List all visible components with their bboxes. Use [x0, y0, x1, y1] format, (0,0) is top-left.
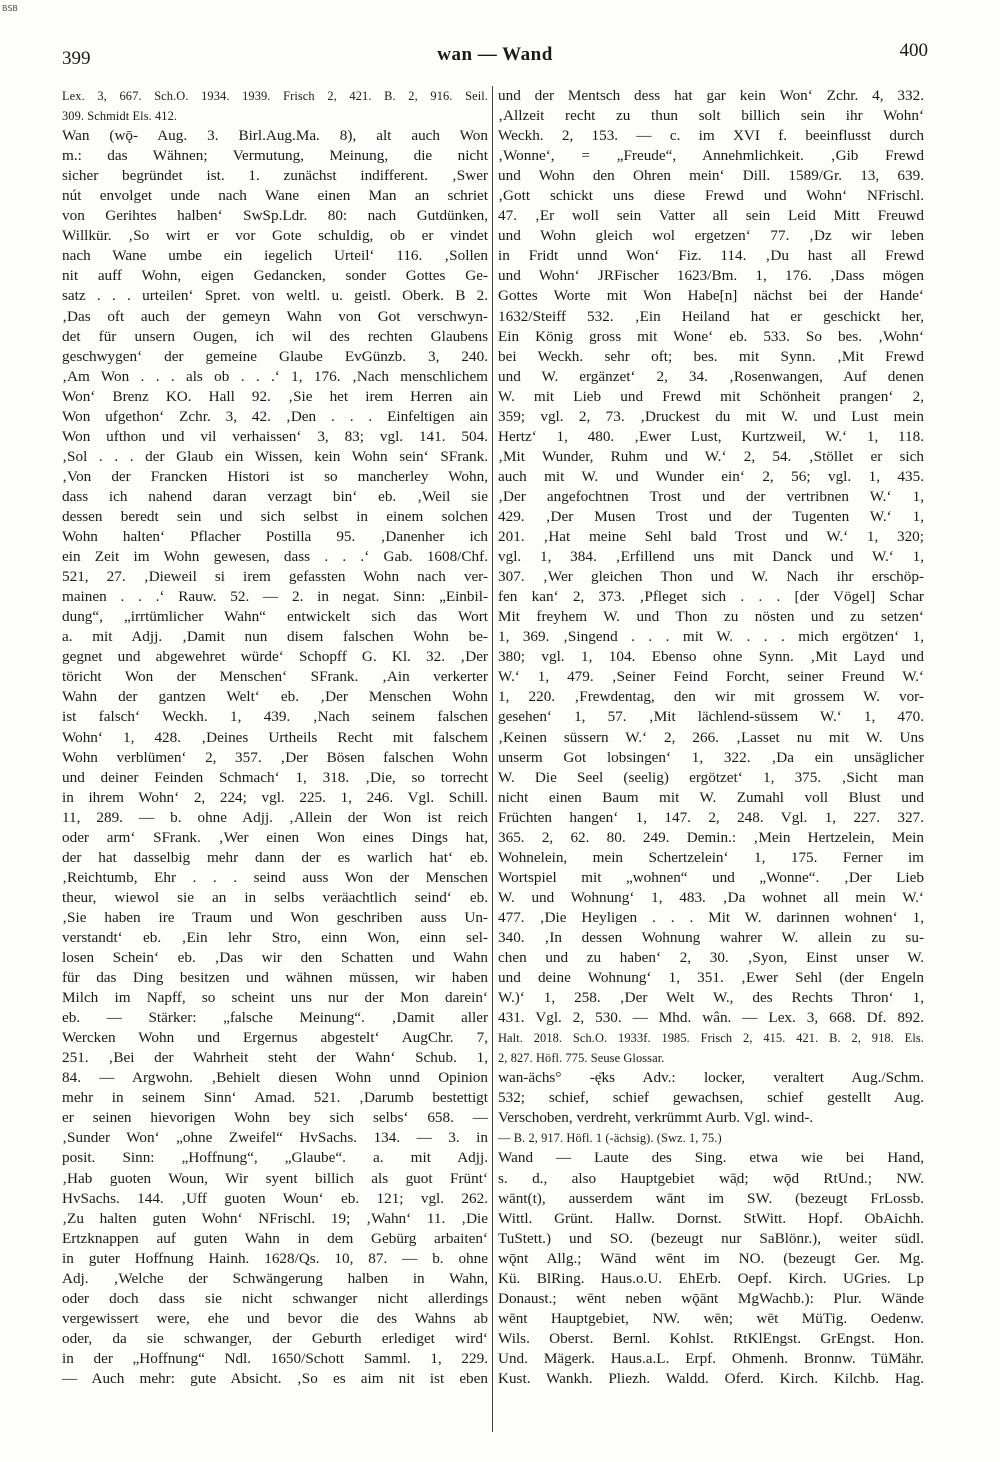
text-line: Und. Mägerk. Haus.a.L. Erpf. Ohmenh. Bronnw. TüMähr.: [498, 1349, 924, 1367]
text-line: 477. ‚Die Heyligen . . . Mit W. darinnen wohnen‘ 1,: [498, 908, 924, 926]
page-number-right: 400: [899, 40, 928, 61]
text-line: und Wohn gleich wol ergetzen‘ 77. ‚Dz wir leben: [498, 227, 924, 245]
text-line: 1632/Steiff 532. ‚Ein Heiland hat er geschickt her,: [498, 307, 924, 325]
text-line: bei Weckh. sehr oft; bes. mit Synn. ‚Mit Frewd: [498, 347, 924, 365]
text-line: W. und Wohnung‘ 1, 483. ‚Da wohnet all mein W.‘: [498, 888, 924, 906]
text-line: ‚Sol . . . der Glaub ein Wissen, kein Wohn sein‘ SFrank.: [62, 447, 488, 465]
text-line: in ihrem Wohn‘ 2, 224; vgl. 225. 1, 246. Vgl. Schill.: [62, 788, 488, 806]
text-line: und der Mentsch dess hat gar kein Won‘ Zchr. 4, 332.: [498, 87, 924, 104]
text-line: W. Die Seel (seelig) ergötzet‘ 1, 375. ‚Sicht man: [498, 768, 924, 786]
text-line: ‚Reichtumb, Ehr . . . seind auss Won der Menschen: [62, 868, 488, 886]
text-line: Adj. ‚Welche der Schwängerung halben in Wahn,: [62, 1269, 488, 1287]
text-line: vergewissert were, ehe und bevor die des Wahns ab: [62, 1309, 488, 1327]
text-line: theur, wiewol sie an in selbs veräachtlich seind‘ eb.: [62, 888, 488, 906]
text-line: unserm Got lobsingen‘ 1, 322. ‚Da ein unsäglicher: [498, 748, 924, 766]
text-line: ‚Gott schickt uns diese Frewd und Wohn‘ NFrischl.: [498, 187, 924, 205]
text-line: ‚Sunder Won‘ „ohne Zweifel“ HvSachs. 134. — 3. in: [62, 1129, 488, 1147]
text-line: ist falsch‘ Weckh. 1, 439. ‚Nach seinem falschen: [62, 708, 488, 726]
text-line: ‚Von der Francken Histori ist so mancherley Wohn,: [62, 467, 488, 485]
page-number-left: 399: [62, 48, 91, 69]
text-line: ein Zeit im Wohn gewesen, dass . . .‘ Gab. 1608/Chf.: [62, 548, 488, 566]
text-line: TuStett.) und SO. (bezeugt nur SaBlönr.), weiter südl.: [498, 1229, 924, 1247]
text-line: und deiner Feinden Schmach‘ 1, 318. ‚Die, so torrecht: [62, 768, 488, 786]
text-line: 84. — Argwohn. ‚Behielt diesen Wohn unnd Opinion: [62, 1069, 488, 1087]
left-column: [62, 86, 488, 1389]
text-line: und deine Wohnung‘ 1, 351. ‚Ewer Sehl (der Engeln: [498, 969, 924, 987]
text-line: Weckh. 2, 153. — c. im XVI f. beeinflusst durch: [498, 127, 924, 145]
text-line: 201. ‚Hat meine Sehl bald Trost und W.‘ 1, 320;: [498, 528, 924, 546]
text-line: chen und zu haben‘ 2, 30. ‚Syon, Einst unser W.: [498, 949, 924, 967]
text-line: ‚Hab guoten Woun, Wir syent billich als guot Frünt‘: [62, 1169, 488, 1187]
text-line: Wand — Laute des Sing. etwa wie bei Hand,: [498, 1149, 924, 1167]
text-line: dessen beredt sein und sich selbst in einem solchen: [62, 507, 488, 525]
text-line: wēnt Hauptgebiet, NW. wēn; wēt MüTig. Oedenw.: [498, 1309, 924, 1327]
text-line: 429. ‚Der Musen Trost und der Tugenten W.‘ 1,: [498, 507, 924, 525]
text-line: gesehen‘ 1, 57. ‚Mit lächlend-süssem W.‘ 1, 470.: [498, 708, 924, 726]
text-line: satz . . . urteilen‘ Spret. von weltl. u. geistl. Oberk. B 2.: [62, 287, 488, 305]
text-line: 365. 2, 62. 80. 249. Demin.: ‚Mein Hertzelein, Mein: [498, 828, 924, 846]
text-line: det für unsern Ougen, ich wil des rechten Glaubens: [62, 327, 488, 345]
text-line: oder, da sie schwanger, der Geburth erlediget wird‘: [62, 1329, 488, 1347]
text-line: nút envolget unde nach Wane einen Man an schriet: [62, 187, 488, 205]
text-line: Hertz‘ 1, 480. ‚Ewer Lust, Kurtzweil, W.‘ 1, 118.: [498, 427, 924, 445]
text-line: wan-ächs° -ę̄ks Adv.: locker, veraltert Aug./Schm.: [498, 1069, 924, 1087]
text-line: Ein König gross mit Wone‘ eb. 533. So bes. ‚Wohn‘: [498, 327, 924, 345]
text-line: Milch im Napff, so scheint uns nur der Mon darein‘: [62, 989, 488, 1007]
text-line: Wohn‘ 1, 428. ‚Deines Urtheils Recht mit falschem: [62, 728, 488, 746]
text-line: Früchten hangen‘ 1, 147. 2, 248. Vgl. 1, 227. 327.: [498, 808, 924, 826]
column-divider: [492, 86, 493, 1432]
text-line: Halt. 2018. Sch.O. 1933f. 1985. Frisch 2, 415. 421. B. 2, 918. Els.: [498, 1031, 924, 1046]
text-line: Wan (wǭ- Aug. 3. Birl.Aug.Ma. 8), alt auch Won: [62, 127, 488, 145]
text-line: in Fridt unnd Won‘ Fiz. 114. ‚Du hast all Frewd: [498, 247, 924, 265]
text-line: 11, 289. — b. ohne Adjj. ‚Allein der Won ist reich: [62, 808, 488, 826]
text-line: von Gerihtes halben‘ SwSp.Ldr. 80: nach Gutdünken,: [62, 207, 488, 225]
text-line: Kü. BlRing. Haus.o.U. EhErb. Oepf. Kirch. UGries. Lp: [498, 1269, 924, 1287]
text-line: Wohn halten‘ Pflacher Postilla 95. ‚Danenher ich: [62, 528, 488, 546]
text-line: für das Ding besitzen und wähnen müssen, wir haben: [62, 969, 488, 987]
text-line: Won ufthon und vil verhaissen‘ 3, 83; vgl. 141. 504.: [62, 427, 488, 445]
text-line: Verschoben, verdreht, verkrümmt Aurb. Vgl. wind-.: [498, 1109, 814, 1127]
text-line: 307. ‚Wer gleichen Thon und W. Nach ihr erschöp-: [498, 568, 924, 586]
text-line: töricht Won der Menschen‘ SFrank. ‚Ain verkerter: [62, 668, 488, 686]
text-line: ‚Wonne‘, = „Freude“, Annehmlichkeit. ‚Gib Frewd: [498, 147, 924, 165]
text-line: ‚Zu halten guten Wohn‘ NFrischl. 19; ‚Wahn‘ 11. ‚Die: [62, 1209, 488, 1227]
text-line: oder arm‘ SFrank. ‚Wer einen Won eines Dings hat,: [62, 828, 488, 846]
text-line: Donaust.; wēnt neben wǭānt MgWachb.): Plur. Wände: [498, 1289, 924, 1307]
text-line: W. mit Lieb und Frewd mit Schönheit prangen‘ 2,: [498, 387, 924, 405]
text-line: auch mit W. und Wunder ein‘ 2, 56; vgl. 1, 435.: [498, 467, 924, 485]
text-line: W.‘ 1, 479. ‚Seiner Feind Forcht, seiner Freund W.‘: [498, 668, 924, 686]
text-line: ‚Allzeit recht zu thun solt billich sein ihr Wohn‘: [498, 107, 924, 125]
text-line: m.: das Wähnen; Vermutung, Meinung, die nicht: [62, 147, 488, 165]
text-line: Wils. Oberst. Bernl. Kohlst. RtKlEngst. GrEngst. Hon.: [498, 1329, 924, 1347]
library-stamp: BSB: [2, 4, 18, 13]
text-line: er seinen hievorigen Wohn bey sich selbs‘ 658. —: [62, 1109, 488, 1127]
text-line: nach Wane umbe ein iegelich Urteil‘ 116. ‚Sollen: [62, 247, 488, 265]
text-line: 380; vgl. 1, 104. Ebenso ohne Synn. ‚Mit Layd und: [498, 648, 924, 666]
text-line: gegnet und abgewehret würde‘ Schopff G. Kl. 32. ‚Der: [62, 648, 488, 666]
text-line: und Wohn‘ JRFischer 1623/Bm. 1, 176. ‚Dass mögen: [498, 267, 924, 285]
text-line: ‚Mit Wunder, Ruhm und W.‘ 2, 54. ‚Stöllet er sich: [498, 447, 924, 465]
text-line: W.)‘ 1, 258. ‚Der Welt W., des Rechts Thron‘ 1,: [498, 989, 924, 1007]
text-line: vgl. 1, 384. ‚Erfillend uns mit Danck und W.‘ 1,: [498, 548, 924, 566]
text-line: nicht einen Baum mit W. Zumahl voll Blust und: [498, 788, 924, 806]
text-line: Wohnelein, mein Schertzelein‘ 1, 175. Ferner im: [498, 848, 924, 866]
text-line: fen kan‘ 2, 373. ‚Pfleget sich . . . [der Vögel] Schar: [498, 588, 924, 606]
text-line: HvSachs. 144. ‚Uff guoten Woun‘ eb. 121; vgl. 262.: [62, 1189, 488, 1207]
text-line: 1, 369. ‚Singend . . . mit W. . . . mich ergötzen‘ 1,: [498, 628, 924, 646]
text-line: ‚Keinen süssern W.‘ 2, 266. ‚Lasset nu mit W. Uns: [498, 728, 924, 746]
text-line: geschwygen‘ der gemeine Glaube EvGünzb. 3, 240.: [62, 347, 488, 365]
page-header: [62, 40, 928, 76]
text-line: Kust. Wankh. Pliezh. Waldd. Oferd. Kirch. Kilchb. Hag.: [498, 1370, 924, 1387]
text-line: wānt(t), ausserdem wānt im SW. (bezeugt FrLossb.: [498, 1189, 924, 1207]
text-line: verstandt‘ eb. ‚Ein lehr Stro, einn Won, einn sel-: [62, 928, 488, 946]
text-line: in guter Hoffnung Hainh. 1628/Qs. 10, 87. — b. ohne: [62, 1249, 488, 1267]
text-line: dung“, „irrtümlicher Wahn“ entwickelt sich das Wort: [62, 608, 488, 626]
text-line: Ertzknappen auf guten Wahn in dem Gebürg arbaiten‘: [62, 1229, 488, 1247]
text-line: ‚Das oft auch der gemeyn Wahn von Got verschwyn-: [62, 307, 488, 325]
text-line: und Wohn den Ohren mein‘ Dill. 1589/Gr. 13, 639.: [498, 167, 924, 185]
text-line: 1, 220. ‚Frewdentag, den wir mit grossem W. vor-: [498, 688, 924, 706]
text-line: Wortspiel mit „wohnen“ und „Wonne“. ‚Der Lieb: [498, 868, 924, 886]
text-line: 47. ‚Er woll sein Vatter all sein Leid Mitt Freuwd: [498, 207, 924, 225]
text-line: 2, 827. Höfl. 775. Seuse Glossar.: [498, 1051, 665, 1066]
text-line: 251. ‚Bei der Wahrheit steht der Wahn‘ Schub. 1,: [62, 1049, 488, 1067]
text-line: Wercken Wohn und Ergernus abgestelt‘ AugChr. 7,: [62, 1029, 488, 1047]
right-column: [498, 86, 924, 1389]
text-line: sicher begründet ist. 1. zunächst indifferent. ‚Swer: [62, 167, 488, 185]
text-line: Wahn der gantzen Welt‘ eb. ‚Der Menschen Wohn: [62, 688, 488, 706]
text-line: der hat dasselbig mehr dann der es warlich hat‘ eb.: [62, 848, 488, 866]
text-line: dass ich nahend daran verzagt bin‘ eb. ‚Weil sie: [62, 487, 488, 505]
text-line: eb. — Stärker: „falsche Meinung“. ‚Damit aller: [62, 1009, 488, 1027]
text-line: s. d., also Hauptgebiet wā̜d; wǭd RtUnd.; NW.: [498, 1169, 924, 1187]
text-line: 521, 27. ‚Dieweil si irem gefassten Wohn nach ver-: [62, 568, 488, 586]
text-line: Wohn verblümen‘ 2, 357. ‚Der Bösen falschen Wohn: [62, 748, 488, 766]
text-line: Willkür. ‚So wirt er vor Gote schuldig, ob er vindet: [62, 227, 488, 245]
text-line: mainen . . .‘ Rauw. 52. — 2. in negat. Sinn: „Einbil-: [62, 588, 488, 606]
text-line: 532; schief, schief gewachsen, schief gestellt Aug.: [498, 1089, 924, 1107]
text-line: Lex. 3, 667. Sch.O. 1934. 1939. Frisch 2, 421. B. 2, 916. Seil.: [62, 89, 488, 103]
text-line: 359; vgl. 2, 73. ‚Druckest du mit W. und Lust mein: [498, 407, 924, 425]
text-line: 340. ‚In dessen Wohnung wahrer W. allein zu su-: [498, 928, 924, 946]
text-line: 431. Vgl. 2, 530. — Mhd. wân. — Lex. 3, 668. Df. 892.: [498, 1009, 924, 1027]
text-line: Won ufgethon‘ Zchr. 3, 42. ‚Den . . . Einfeltigen ain: [62, 407, 488, 425]
text-line: Gottes Worte mit Won Habe[n] nächst bei der Hande‘: [498, 287, 924, 305]
text-line: wǭnt Allg.; Wānd wēnt im NO. (bezeugt Ger. Mg.: [498, 1249, 924, 1267]
text-line: losen Schein‘ eb. ‚Das wir den Schatten und Wahn: [62, 949, 488, 967]
text-line: nit auff Wohn, eigen Gedancken, sonder Gottes Ge-: [62, 267, 488, 285]
text-line: 309. Schmidt Els. 412.: [62, 109, 178, 124]
text-line: posit. Sinn: „Hoffnung“, „Glaube“. a. mit Adjj.: [62, 1149, 488, 1167]
text-line: a. mit Adjj. ‚Damit nun disem falschen Wohn be-: [62, 628, 488, 646]
running-head: wan — Wand: [437, 44, 553, 65]
text-line: ‚Am Won . . . als ob . . .‘ 1, 176. ‚Nach menschlichem: [62, 367, 488, 385]
text-line: oder doch dass sie nicht schwanger nicht allerdings: [62, 1289, 488, 1307]
text-line: in der „Hoffnung“ Ndl. 1650/Schott Samml. 1, 229.: [62, 1349, 488, 1367]
text-line: ‚Sie haben ire Traum und Won geschriben auss Un-: [62, 908, 488, 926]
text-line: mehr in seinem Sinn‘ Amad. 521. ‚Darumb bestettigt: [62, 1089, 488, 1107]
text-line: — Auch mehr: gute Absicht. ‚So es aim nit ist eben: [62, 1370, 488, 1387]
text-line: Wittl. Grünt. Hallw. Dornst. StWitt. Hopf. ObAichh.: [498, 1209, 924, 1227]
text-line: — B. 2, 917. Höfl. 1 (-ächsig). (Swz. 1, 75.): [498, 1131, 722, 1146]
text-line: Won‘ Brenz KO. Hall 92. ‚Sie het irem Herren ain: [62, 387, 488, 405]
text-line: Mit freyhem W. und Thon zu nösten und zu setzen‘: [498, 608, 924, 626]
text-line: und W. ergänzet‘ 2, 34. ‚Rosenwangen, Auf denen: [498, 367, 924, 385]
text-line: ‚Der angefochtnen Trost und der vertribnen W.‘ 1,: [498, 487, 924, 505]
